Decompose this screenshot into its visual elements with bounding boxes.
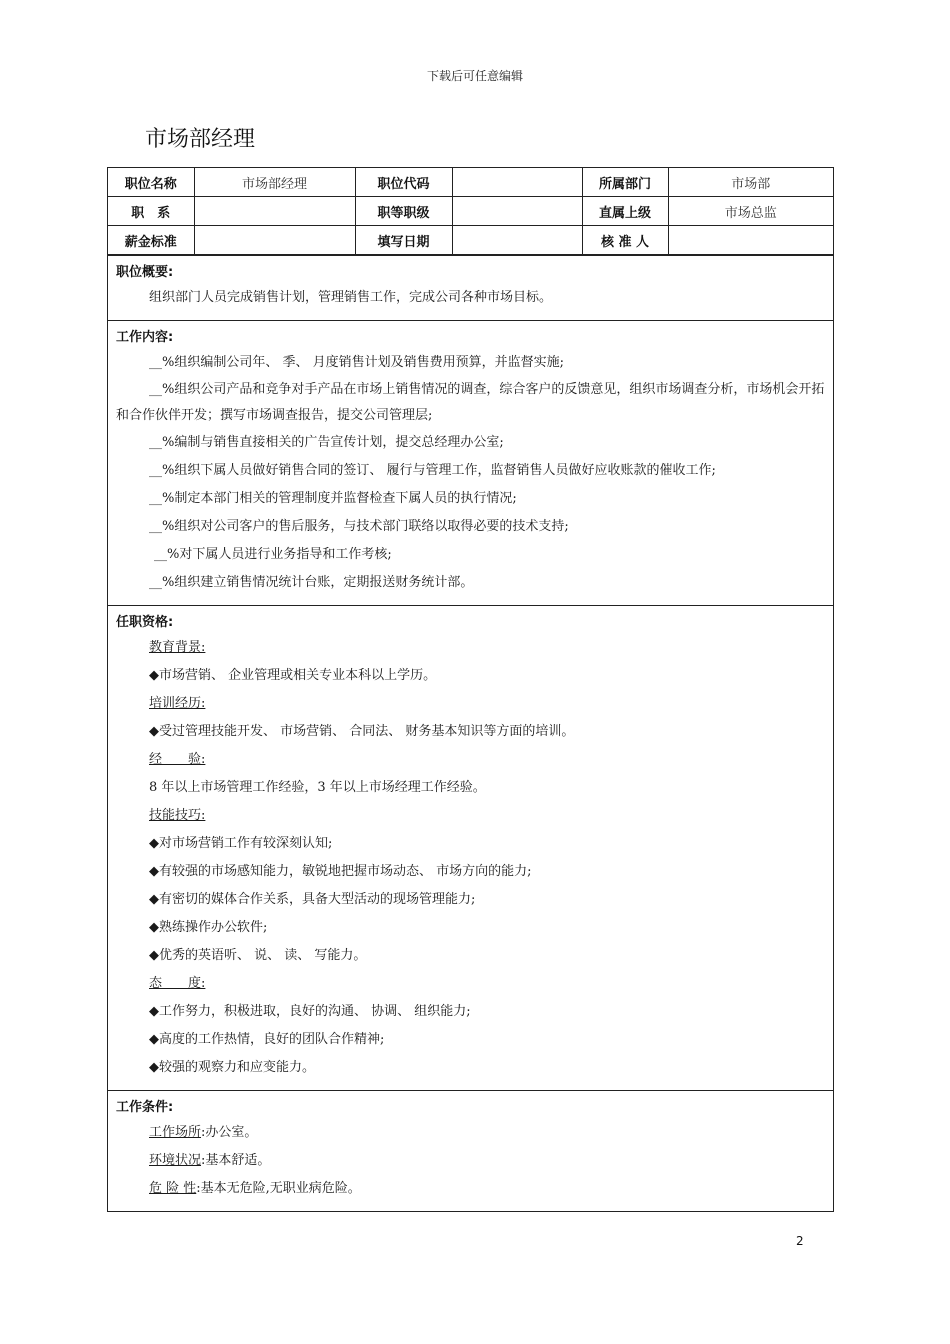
- approver-label: 核 准 人: [582, 226, 668, 255]
- duty-item: __%组织下属人员做好销售合同的签订、 履行与管理工作，监督销售人员做好应收账款的催收工作;: [149, 463, 716, 478]
- overview-section: [108, 255, 833, 320]
- job-series-label: 职 系: [108, 197, 194, 226]
- skill-item: ◆对市场营销工作有较深刻认知;: [149, 836, 333, 851]
- approver-value: [668, 226, 833, 255]
- grade-value: [452, 197, 582, 226]
- experience-item: 8 年以上市场管理工作经验，3 年以上市场经理工作经验。: [149, 780, 486, 795]
- training-item: ◆受过管理技能开发、 市场营销、 合同法、 财务基本知识等方面的培训。: [149, 724, 575, 739]
- skills-label: [116, 802, 825, 830]
- skill-item: ◆有较强的市场感知能力，敏锐地把握市场动态、 市场方向的能力;: [149, 864, 532, 879]
- conditions-section: [108, 1090, 833, 1211]
- skill-item: ◆有密切的媒体合作关系，具备大型活动的现场管理能力;: [149, 892, 476, 907]
- hazard-line: [116, 1175, 825, 1203]
- overview-text: 组织部门人员完成销售计划，管理销售工作，完成公司各种市场目标。: [149, 290, 553, 305]
- hazard-label: 危 险 性: [149, 1181, 197, 1196]
- duty-item: __%制定本部门相关的管理制度并监督检查下属人员的执行情况;: [149, 491, 517, 506]
- attitude-item: ◆高度的工作热情，良好的团队合作精神;: [149, 1032, 385, 1047]
- header-note: 下载后可任意编辑: [426, 69, 523, 83]
- duty-item: __%对下属人员进行业务指导和工作考核;: [154, 547, 392, 562]
- duty-item: __%组织建立销售情况统计台账，定期报送财务统计部。: [149, 575, 474, 590]
- position-name-label: 职位名称: [108, 168, 194, 197]
- education-item: ◆市场营销、 企业管理或相关专业本科以上学历。: [149, 668, 437, 683]
- hazard-value: :基本无危险,无职业病危险。: [196, 1181, 361, 1196]
- info-row: [108, 226, 833, 255]
- fill-date-label: 填写日期: [355, 226, 452, 255]
- section-title: 工作条件:: [116, 1100, 174, 1115]
- skill-item: ◆熟练操作办公软件;: [149, 920, 268, 935]
- workplace-label: 工作场所: [149, 1125, 202, 1140]
- job-description-form: [107, 167, 834, 1212]
- page-title: 市场部经理: [145, 127, 256, 152]
- salary-label: 薪金标准: [108, 226, 194, 255]
- job-series-value: [194, 197, 355, 226]
- info-row: [108, 168, 833, 197]
- attitude-item: ◆较强的观察力和应变能力。: [149, 1060, 315, 1075]
- grade-label: 职等职级: [355, 197, 452, 226]
- duty-item: __%编制与销售直接相关的广告宣传计划，提交总经理办公室;: [149, 435, 504, 450]
- experience-label-text: 经 验:: [149, 752, 206, 767]
- experience-label: [116, 746, 825, 774]
- duty-item: __%组织编制公司年、 季、 月度销售计划及销售费用预算，并监督实施;: [149, 355, 564, 370]
- section-title: 工作内容:: [116, 330, 174, 345]
- environment-value: :基本舒适。: [201, 1153, 271, 1168]
- skills-label-text: 技能技巧:: [149, 808, 206, 823]
- section-title: 任职资格:: [116, 615, 174, 630]
- education-label-text: 教育背景:: [149, 640, 206, 655]
- info-table: [108, 168, 833, 255]
- training-label-text: 培训经历:: [149, 696, 206, 711]
- department-label: 所属部门: [582, 168, 668, 197]
- duty-item: __%组织公司产品和竞争对手产品在市场上销售情况的调查，综合客户的反馈意见，组织市场调查分析，市场机会开拓和合作伙伴开发；撰写市场调查报告，提交公司管理层;: [116, 382, 825, 423]
- fill-date-value: [452, 226, 582, 255]
- supervisor-label: 直属上级: [582, 197, 668, 226]
- position-code-value: [452, 168, 582, 197]
- workplace-value: :办公室。: [201, 1125, 258, 1140]
- training-label: [116, 690, 825, 718]
- section-title: 职位概要:: [116, 265, 174, 280]
- duties-section: [108, 320, 833, 605]
- supervisor-value: 市场总监: [668, 197, 833, 226]
- workplace-line: [116, 1119, 825, 1147]
- position-code-label: 职位代码: [355, 168, 452, 197]
- page-number: 2: [796, 1234, 804, 1248]
- environment-label: 环境状况: [149, 1153, 202, 1168]
- duty-item: __%组织对公司客户的售后服务，与技术部门联络以取得必要的技术支持;: [149, 519, 569, 534]
- qualifications-section: [108, 605, 833, 1090]
- attitude-label: [116, 970, 825, 998]
- education-label: [116, 634, 825, 662]
- salary-value: [194, 226, 355, 255]
- attitude-item: ◆工作努力，积极进取，良好的沟通、 协调、 组织能力;: [149, 1004, 471, 1019]
- department-value: 市场部: [668, 168, 833, 197]
- position-name-value: 市场部经理: [194, 168, 355, 197]
- environment-line: [116, 1147, 825, 1175]
- attitude-label-text: 态 度:: [149, 976, 206, 991]
- info-row: [108, 197, 833, 226]
- skill-item: ◆优秀的英语听、 说、 读、 写能力。: [149, 948, 367, 963]
